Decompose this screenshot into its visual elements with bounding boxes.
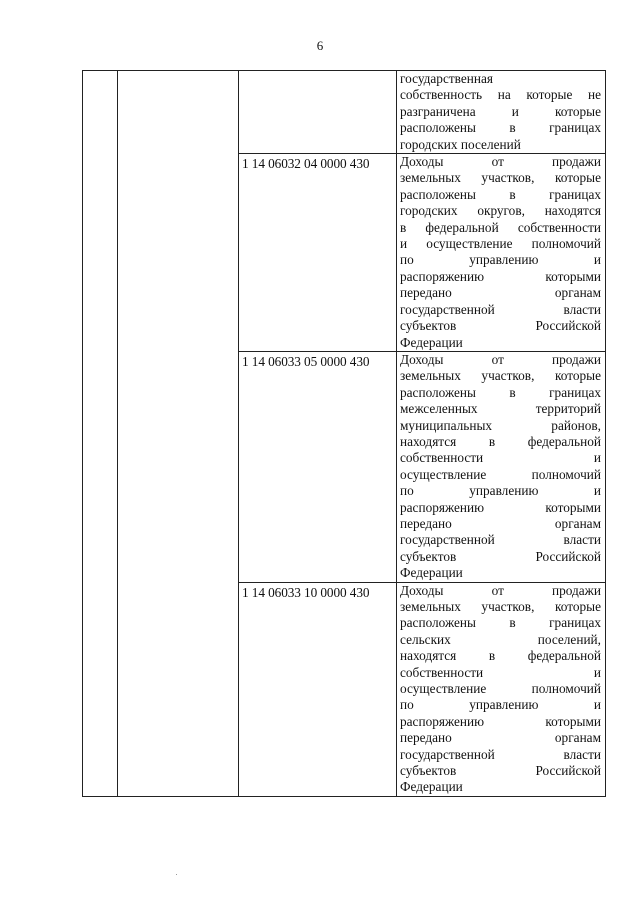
description-line: по управлению и [400, 483, 601, 499]
code-cell [239, 71, 397, 154]
description-line: Федерации [400, 565, 463, 581]
description-line: осуществление полномочий [400, 681, 601, 697]
code-text [239, 71, 396, 73]
description-line: находятся в федеральной [400, 433, 601, 449]
description-line: государственной власти [400, 301, 601, 317]
description-line: Доходы от продажи [400, 582, 601, 598]
description-line: передано органам [400, 515, 601, 531]
description-line: передано органам [400, 730, 601, 746]
code-cell [239, 582, 397, 796]
description-cell [397, 351, 606, 582]
scan-speck [176, 874, 177, 875]
description-line: расположены в границах [400, 384, 601, 400]
description-cell [397, 154, 606, 352]
table-row [83, 71, 606, 154]
description-line: Федерации [400, 334, 463, 350]
description-text [397, 154, 605, 351]
description-line: по управлению и [400, 697, 601, 713]
description-line: субъектов Российской [400, 763, 601, 779]
revenue-codes-table [82, 70, 606, 797]
description-line: городских поселений [400, 136, 521, 152]
description-line: в федеральной собственности [400, 219, 601, 235]
description-line: субъектов Российской [400, 318, 601, 334]
description-line: земельных участков, которые [400, 599, 601, 614]
table-cell-col2 [118, 71, 239, 797]
description-line: Доходы от продажи [400, 351, 601, 367]
description-line: межселенных территорий [400, 401, 601, 417]
description-line: распоряжению которыми [400, 268, 601, 284]
description-line: собственность на которые не [400, 87, 601, 103]
description-line: по управлению и [400, 252, 601, 268]
description-line: осуществление полномочий [400, 466, 601, 482]
description-line: расположены в границах [400, 120, 601, 136]
description-line: находятся в федеральной [400, 648, 601, 664]
code-text: 1 14 06033 10 0000 430 [242, 584, 370, 600]
description-line: распоряжению которыми [400, 713, 601, 729]
description-line: Доходы от продажи [400, 154, 601, 170]
description-line: разграничена и которые [400, 103, 601, 119]
code-text: 1 14 06032 04 0000 430 [242, 156, 370, 172]
description-text [397, 583, 605, 796]
description-line: городских округов, находятся [400, 203, 601, 219]
description-line: субъектов Российской [400, 548, 601, 564]
description-line: сельских поселений, [400, 631, 601, 647]
table-cell-col1 [83, 71, 118, 797]
description-line: государственной власти [400, 746, 601, 762]
description-line: государственная [400, 71, 494, 86]
description-line: муниципальных районов, [400, 417, 601, 433]
description-line: Федерации [400, 779, 463, 795]
description-cell [397, 582, 606, 796]
page-number: 6 [316, 38, 324, 53]
description-line: расположены в границах [400, 615, 601, 631]
code-cell [239, 154, 397, 352]
description-line: собственности и [400, 450, 601, 466]
description-cell [397, 71, 606, 154]
description-line: и осуществление полномочий [400, 236, 601, 252]
code-text: 1 14 06033 05 0000 430 [242, 353, 370, 369]
description-line: собственности и [400, 664, 601, 680]
description-line: передано органам [400, 285, 601, 301]
description-text [397, 352, 605, 582]
description-line: земельных участков, которые [400, 368, 601, 384]
code-cell [239, 351, 397, 582]
description-line: государственной власти [400, 532, 601, 548]
table-body [83, 71, 606, 797]
description-text [397, 71, 605, 153]
description-line: распоряжению которыми [400, 499, 601, 515]
description-line: расположены в границах [400, 186, 601, 202]
description-line: земельных участков, которые [400, 170, 601, 186]
